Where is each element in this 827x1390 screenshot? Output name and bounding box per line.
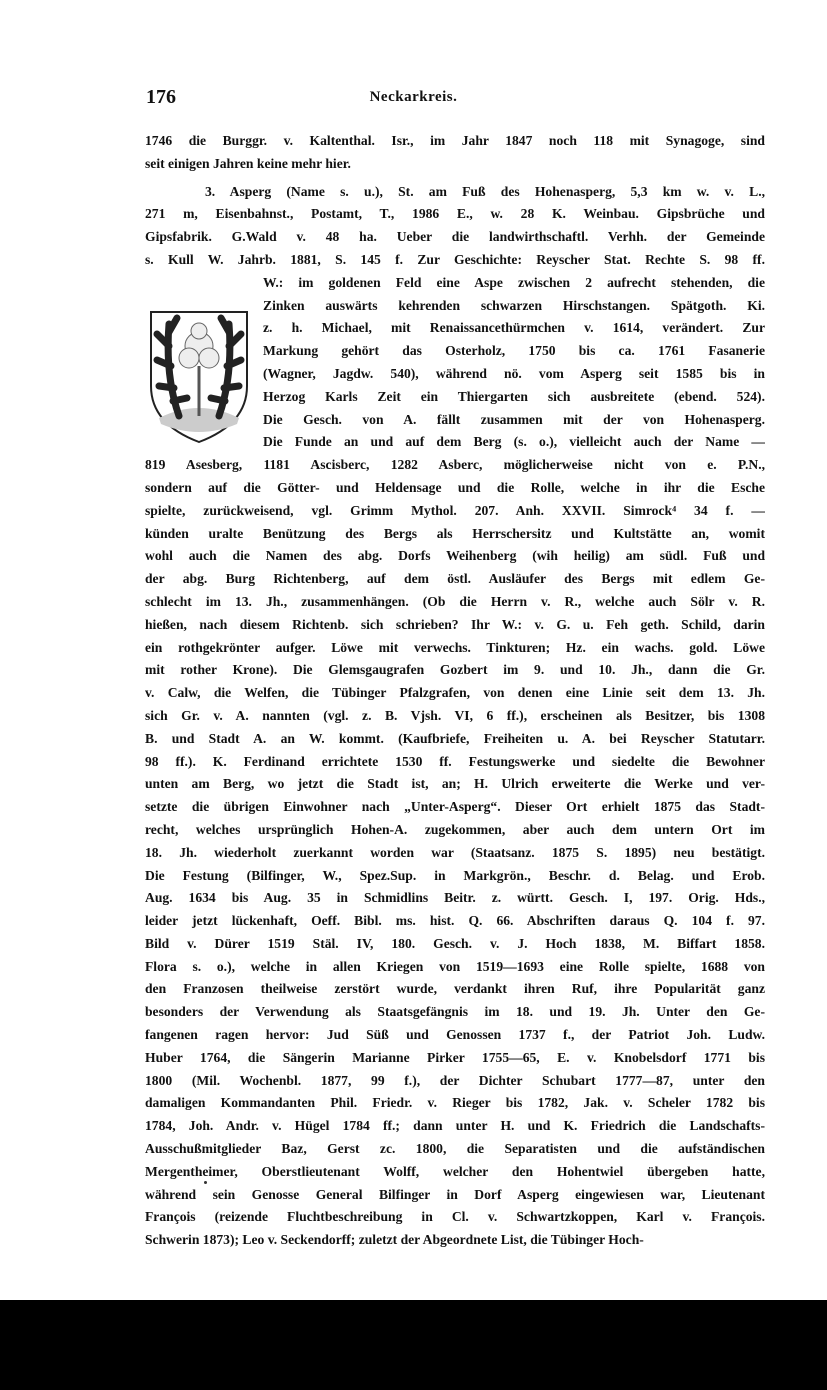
text-line: 271 m, Eisenbahnst., Postamt, T., 1986 E., w. 28 K. Weinbau. Gipsbrüche und [145, 206, 765, 222]
page-number: 176 [146, 86, 176, 108]
text-line: Aug. 1634 bis Aug. 35 in Schmidlins Beitr. z. württ. Gesch. I, 197. Orig. Hds., [145, 890, 765, 906]
text-line: fangenen ragen hervor: Jud Süß und Genossen 1737 f., der Patriot Joh. Ludw. [145, 1027, 765, 1043]
text-line: Herzog Karls Zeit ein Thiergarten sich ausbreitete (ebend. 524). [263, 388, 765, 404]
text-line: künden uralte Benützung des Bergs als Herrschersitz und Kultstätte an, womit [145, 525, 765, 541]
text-line: den Franzosen theilweise zerstört wurde, verdankt ihren Ruf, ihre Popularität ganz [145, 981, 765, 997]
text-line: während sein Genosse General Bilfinger in Dorf Asperg eingewiesen war, Lieutenant [145, 1186, 765, 1202]
text-line: wohl auch die Namen des abg. Dorfs Weihenberg (wih heilig) am südl. Fuß und [145, 548, 765, 564]
text-line: recht, welches ursprünglich Hohen-A. zugekommen, aber auch dem untern Ort im [145, 821, 765, 837]
text-line: Schwerin 1873); Leo v. Seckendorff; zuletzt der Abgeordnete List, die Tübinger Hoch- [145, 1232, 644, 1248]
text-line: v. Calw, die Welfen, die Tübinger Pfalzgrafen, von denen eine Linie seit dem 13. Jh. [145, 685, 765, 701]
body-text [145, 130, 765, 1252]
text-line: Bild v. Dürer 1519 Stäl. IV, 180. Gesch. v. J. Hoch 1838, M. Biffart 1858. [145, 935, 765, 951]
text-line: damaligen Kommandanten Phil. Friedr. v. Rieger bis 1782, Jak. v. Scheler 1782 bis [145, 1095, 765, 1111]
text-line: Gipsfabrik. G.Wald v. 48 ha. Ueber die landwirthschaftl. Verhh. der Gemeinde [145, 229, 765, 245]
text-line: unten am Berg, wo jetzt die Stadt ist, an; H. Ulrich erweiterte die Werke und ver- [145, 776, 765, 792]
text-line: leider jetzt lückenhaft, Oeff. Bibl. ms. hist. Q. 66. Abschriften daraus Q. 104 f. 97. [145, 913, 765, 929]
text-line: z. h. Michael, mit Renaissancethürmchen v. 1614, verändert. Zur [263, 320, 765, 336]
text-line: 3. Asperg (Name s. u.), St. am Fuß des Hohenasperg, 5,3 km w. v. L., [205, 183, 765, 199]
text-line: 819 Asesberg, 1181 Ascisberc, 1282 Asberc, möglicherweise nicht von e. P.N., [145, 457, 765, 473]
text-line: 1800 (Mil. Wochenbl. 1877, 99 f.), der Dichter Schubart 1777—87, unter den [145, 1072, 765, 1088]
text-line: W.: im goldenen Feld eine Aspe zwischen 2 aufrecht stehenden, die [263, 274, 765, 290]
text-line: (Wagner, Jagdw. 540), während nö. vom Asperg seit 1585 bis in [263, 365, 765, 381]
text-line: Die Funde an und auf dem Berg (s. o.), vielleicht auch der Name — [263, 434, 765, 450]
text-line: B. und Stadt A. an W. kommt. (Kaufbriefe, Freiheiten u. A. bei Reyscher Statutarr. [145, 730, 765, 746]
text-line: hießen, nach diesem Richtenb. sich schrieben? Ihr W.: v. G. u. Feh geth. Schild, darin [145, 616, 765, 632]
text-line: 1784, Joh. Andr. v. Hügel 1784 ff.; dann unter H. und K. Friedrich die Landschafts- [145, 1118, 765, 1134]
text-line: 1746 die Burggr. v. Kaltenthal. Isr., im Jahr 1847 noch 118 mit Synagoge, sind [145, 133, 765, 148]
text-line: schlecht im 13. Jh., zusammenhängen. (Ob die Herrn v. R., welche auch Sölr v. R. [145, 593, 765, 609]
text-line: 18. Jh. wiederholt zuerkannt worden war (Staatsanz. 1875 S. 1895) neu bestätigt. [145, 844, 765, 860]
text-line: sondern auf die Götter- und Heldensage und die Rolle, welche in ihr die Esche [145, 479, 765, 495]
text-line: besonders der Verwendung als Staatsgefängnis im 18. und 19. Jh. Unter den Ge- [145, 1004, 765, 1020]
text-line: sich Gr. v. A. nannten (vgl. z. B. Vjsh. VI, 6 ff.), erscheinen als Besitzer, bis 1308 [145, 707, 765, 723]
running-title: Neckarkreis. [369, 89, 458, 105]
text-line: ein rothgekrönter aufger. Löwe mit verwechs. Tinkturen; Hz. ein wachs. gold. Löwe [145, 639, 765, 655]
text-line: Zinken auswärts kehrenden schwarzen Hirschstangen. Spätgoth. Ki. [263, 297, 765, 313]
text-line: François (reizende Fluchtbeschreibung in Cl. v. Schwartzkoppen, Karl v. François. [145, 1209, 765, 1225]
text-line: Die Festung (Bilfinger, W., Spez.Sup. in Markgrön., Beschr. d. Belag. und Erob. [145, 867, 765, 883]
text-line: Huber 1764, die Sängerin Marianne Pirker 1755—65, E. v. Knobelsdorf 1771 bis [145, 1049, 765, 1065]
text-line: Die Gesch. von A. fällt zusammen mit der von Hohenasperg. [263, 411, 765, 427]
text-line: spielte, zurückweisend, vgl. Grimm Mythol. 207. Anh. XXVII. Simrock⁴ 34 f. — [145, 502, 765, 518]
text-line: Flora s. o.), welche in allen Kriegen von 1519—1693 eine Rolle spielte, 1688 von [145, 958, 765, 974]
text-line: s. Kull W. Jahrb. 1881, S. 145 f. Zur Geschichte: Reyscher Stat. Rechte S. 98 ff. [145, 251, 765, 267]
text-line: Markung gehört das Osterholz, 1750 bis ca. 1761 Fasanerie [263, 343, 765, 359]
text-line: mit rother Krone). Die Glemsgaugrafen Gozbert im 9. und 10. Jh., dann die Gr. [145, 662, 765, 678]
text-line: Mergentheimer, Oberstlieutenant Wolff, welcher den Hohentwiel übergeben hatte, [145, 1163, 765, 1179]
text-line: 98 ff.). K. Ferdinand errichtete 1530 ff. Festungswerke und siedelte die Bewohner [145, 753, 765, 769]
ink-speck [204, 1181, 207, 1184]
text-line: der abg. Burg Richtenberg, auf dem östl. Ausläufer des Bergs mit edlem Ge- [145, 571, 765, 587]
text-line: seit einigen Jahren keine mehr hier. [145, 155, 351, 171]
scan-border [0, 1300, 827, 1390]
text-line: Ausschußmitglieder Baz, Gerst zc. 1800, die Separatisten und die aufständischen [145, 1141, 765, 1157]
text-line: setzte die übrigen Einwohner nach „Unter-Asperg“. Dieser Ort erhielt 1875 das Stadt- [145, 799, 765, 815]
